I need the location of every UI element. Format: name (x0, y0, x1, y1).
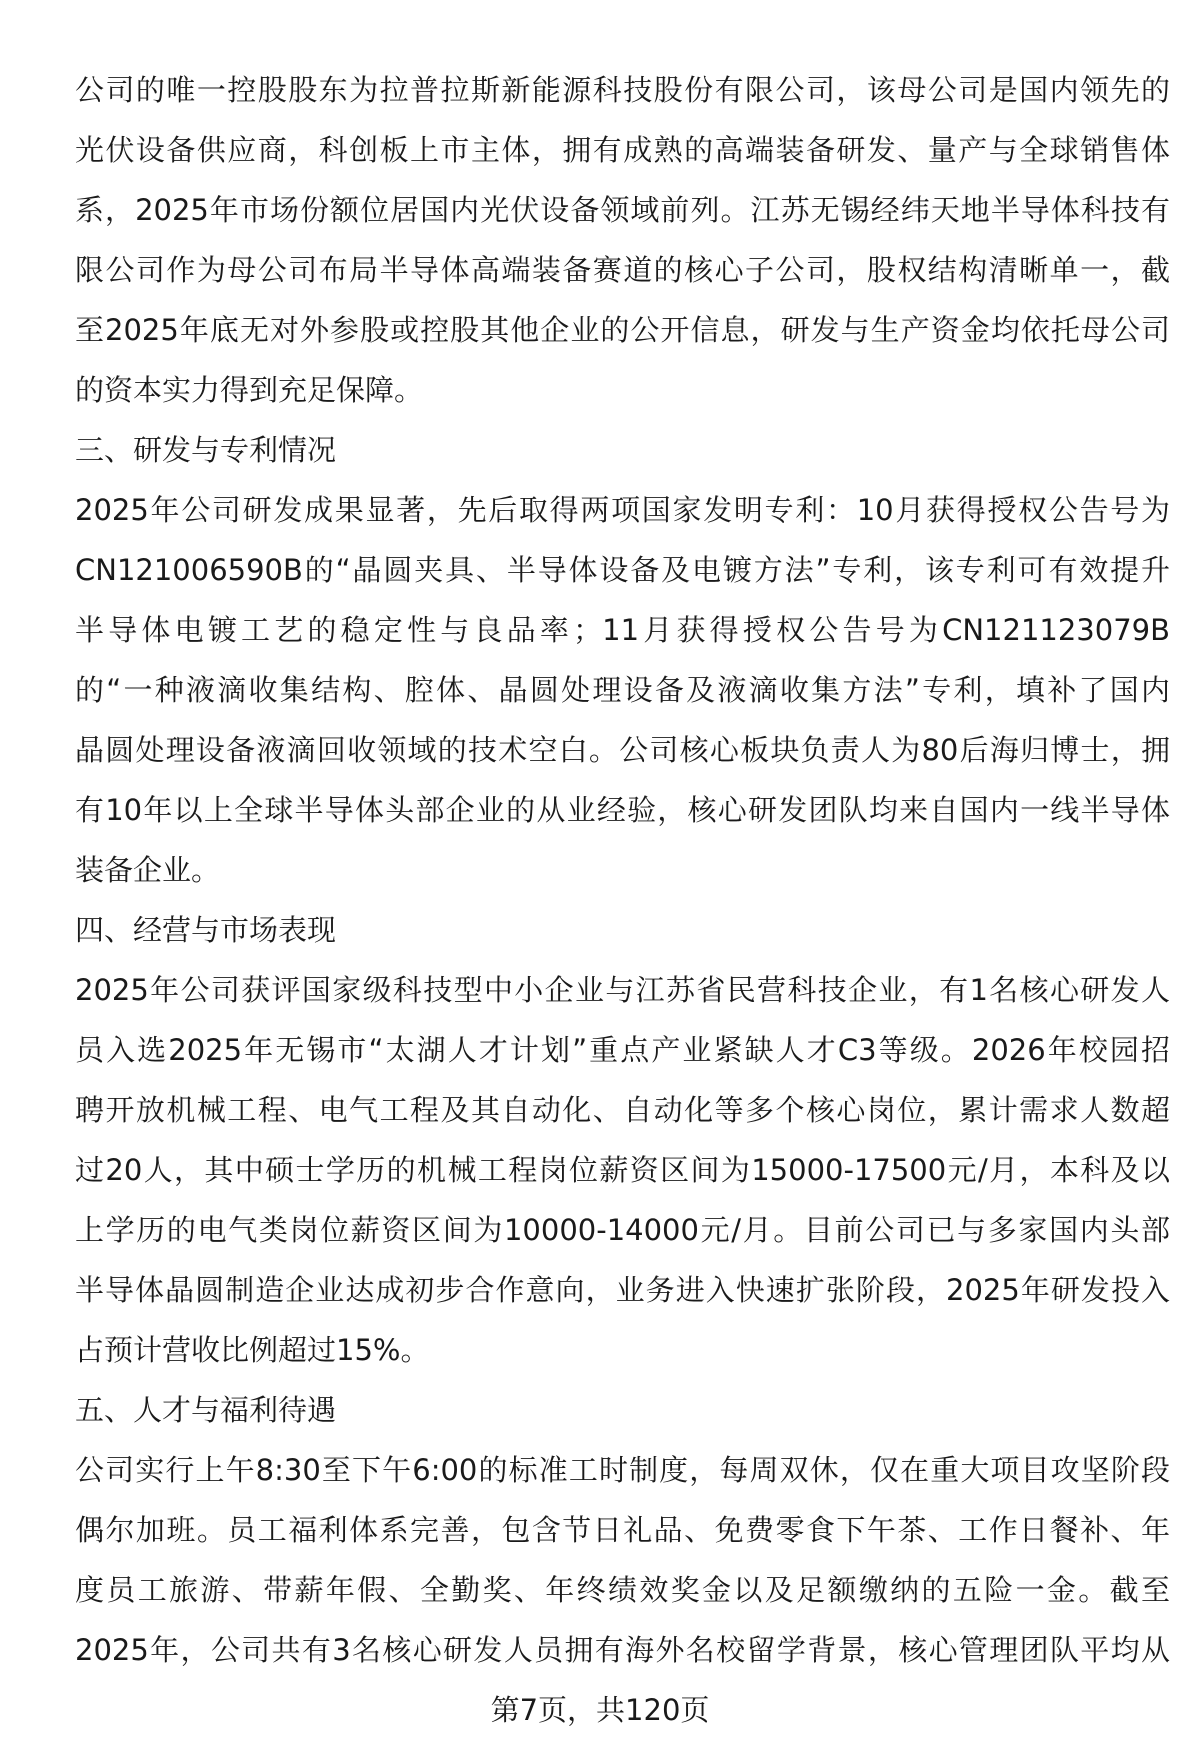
paragraph (75, 60, 1170, 420)
text-line: 半导体电镀工艺的稳定性与良品率；11月获得授权公告号为CN121123079B (75, 613, 1170, 647)
section-heading (75, 1380, 1170, 1440)
text-line: 过20人，其中硕士学历的机械工程岗位薪资区间为15000-17500元/月，本科及以 (75, 1153, 1170, 1187)
text-line: 2025年，公司共有3名核心研发人员拥有海外名校留学背景，核心管理团队平均从 (75, 1633, 1170, 1667)
paragraph (75, 1440, 1170, 1680)
paragraph (75, 480, 1170, 900)
text-line: 2025年公司获评国家级科技型中小企业与江苏省民营科技企业，有1名核心研发人 (75, 973, 1170, 1007)
text-line: 三、研发与专利情况 (75, 433, 337, 467)
text-line: 五、人才与福利待遇 (75, 1393, 337, 1427)
text-line: 聘开放机械工程、电气工程及其自动化、自动化等多个核心岗位，累计需求人数超 (75, 1093, 1170, 1127)
text-line: 占预计营收比例超过15%。 (75, 1333, 430, 1367)
text-line: 至2025年底无对外参股或控股其他企业的公开信息，研发与生产资金均依托母公司 (75, 313, 1170, 347)
text-line: 上学历的电气类岗位薪资区间为10000-14000元/月。目前公司已与多家国内头部 (75, 1213, 1170, 1247)
text-line: 限公司作为母公司布局半导体高端装备赛道的核心子公司，股权结构清晰单一，截 (75, 253, 1170, 287)
section-heading (75, 420, 1170, 480)
text-line: 晶圆处理设备液滴回收领域的技术空白。公司核心板块负责人为80后海归博士，拥 (75, 733, 1170, 767)
page-number: 第7页，共120页 (490, 1693, 710, 1727)
text-line: 度员工旅游、带薪年假、全勤奖、年终绩效奖金以及足额缴纳的五险一金。截至 (75, 1573, 1170, 1607)
paragraph (75, 960, 1170, 1380)
text-line: 系，2025年市场份额位居国内光伏设备领域前列。江苏无锡经纬天地半导体科技有 (75, 193, 1170, 227)
text-line: 员入选2025年无锡市“太湖人才计划”重点产业紧缺人才C3等级。2026年校园招 (75, 1033, 1170, 1067)
text-line: 光伏设备供应商，科创板上市主体，拥有成熟的高端装备研发、量产与全球销售体 (75, 133, 1170, 167)
text-line: 四、经营与市场表现 (75, 913, 337, 947)
text-line: 半导体晶圆制造企业达成初步合作意向，业务进入快速扩张阶段，2025年研发投入 (75, 1273, 1170, 1307)
section-heading (75, 900, 1170, 960)
text-line: 的资本实力得到充足保障。 (75, 373, 424, 407)
document-page (75, 60, 1170, 1680)
text-line: CN121006590B的“晶圆夹具、半导体设备及电镀方法”专利，该专利可有效提升 (75, 553, 1170, 587)
text-line: 的“一种液滴收集结构、腔体、晶圆处理设备及液滴收集方法”专利，填补了国内 (75, 673, 1170, 707)
text-line: 2025年公司研发成果显著，先后取得两项国家发明专利：10月获得授权公告号为 (75, 493, 1170, 527)
text-line: 偶尔加班。员工福利体系完善，包含节日礼品、免费零食下午茶、工作日餐补、年 (75, 1513, 1170, 1547)
text-line: 装备企业。 (75, 853, 221, 887)
text-line: 有10年以上全球半导体头部企业的从业经验，核心研发团队均来自国内一线半导体 (75, 793, 1170, 827)
text-line: 公司实行上午8:30至下午6:00的标准工时制度，每周双休，仅在重大项目攻坚阶段 (75, 1453, 1170, 1487)
text-line: 公司的唯一控股股东为拉普拉斯新能源科技股份有限公司，该母公司是国内领先的 (75, 73, 1170, 107)
